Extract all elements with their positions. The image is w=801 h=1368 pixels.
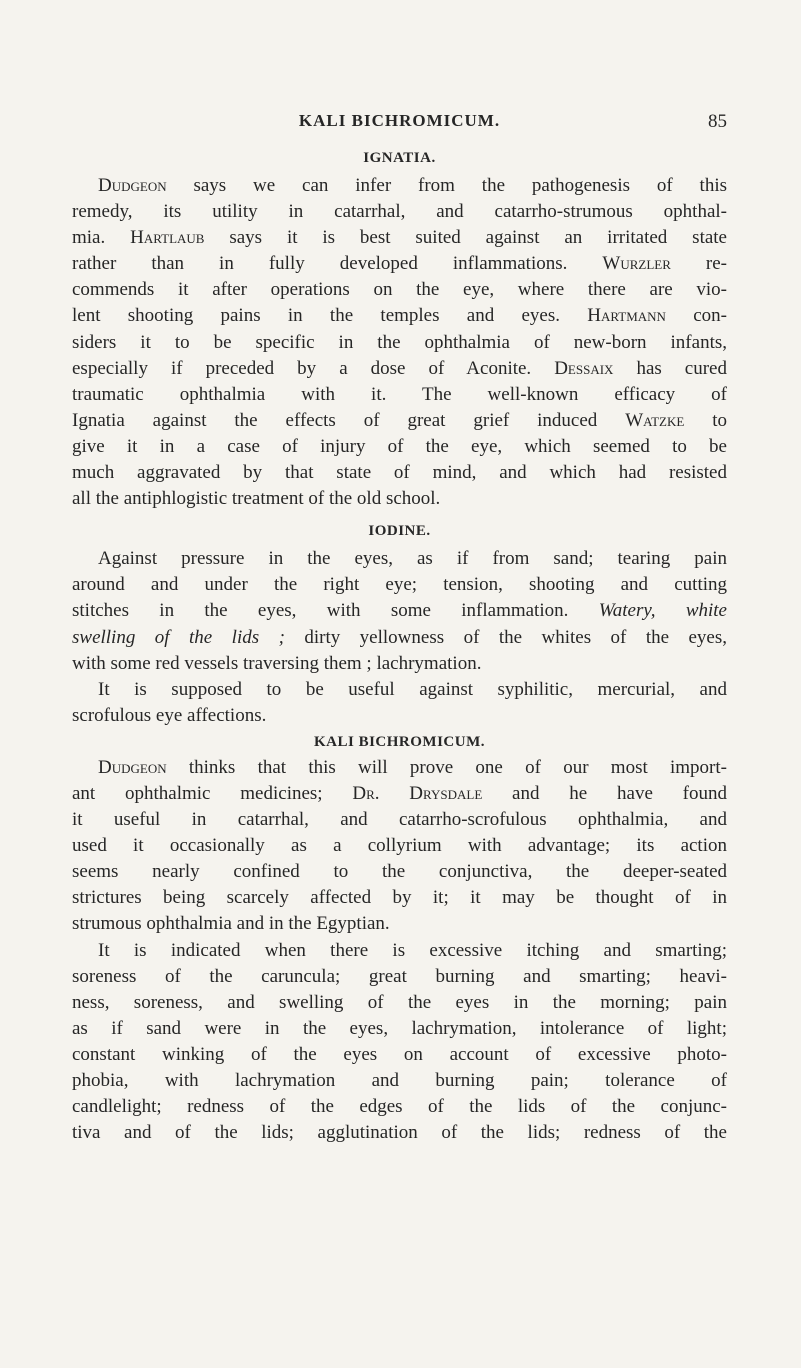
section-heading-ignatia: IGNATIA. [363,150,436,166]
text-line: stitches in the eyes, with some inflammation. Watery, white [72,600,727,622]
author-name: Dessaix [554,357,614,379]
text-line: Dudgeon says we can infer from the pathogenesis of this [98,175,727,196]
text-line: Against pressure in the eyes, as if from sand; tearing pain [98,548,727,570]
text-line: especially if preceded by a dose of Aconite. Dessaix has cured [72,357,727,379]
text-line: used it occasionally as a collyrium with advantage; its action [72,835,727,857]
text-line: as if sand were in the eyes, lachrymation, intolerance of light; [72,1017,727,1039]
text-line: much aggravated by that state of mind, and which had resisted [72,462,727,484]
text-line: rather than in fully developed inflammations. Wurzler re- [72,253,727,275]
running-head [72,111,727,135]
text-line: with some red vessels traversing them ; lachrymation. [72,652,482,674]
paragraph-ignatia [72,173,727,512]
text-line: traumatic ophthalmia with it. The well-known efficacy of [72,383,727,405]
italic-symptom: Watery, white [598,600,727,622]
author-name: Hartmann [587,305,666,327]
text-line: scrofulous eye affections. [72,704,267,726]
running-title: KALI BICHROMICUM. [298,111,501,130]
text-line: it useful in catarrhal, and catarrho-scrofulous ophthalmia, and [72,809,727,831]
text-line: swelling of the lids ; dirty yellowness of the whites of the eyes, [72,626,728,648]
text-line: ant ophthalmic medicines; Dr. Drysdale and he have found [72,782,727,804]
author-name: Hartlaub [130,227,205,249]
text-line: give it in a case of injury of the eye, which seemed to be [72,435,727,457]
text-line: It is indicated when there is excessive itching and smarting; [98,939,727,961]
text-line: Dudgeon thinks that this will prove one of our most import- [98,756,727,778]
text-line: Ignatia against the effects of great grief induced Watzke to [72,409,728,431]
text-line: commends it after operations on the eye, where there are vio- [72,279,727,301]
author-name: Dudgeon [98,756,167,778]
text-line: soreness of the caruncula; great burning and smarting; heavi- [72,965,727,987]
section-heading-kali-bichromicum: KALI BICHROMICUM. [313,733,485,750]
text-line: tiva and of the lids; agglutination of the lids; redness of the [72,1122,727,1144]
text-line: all the antiphlogistic treatment of the old school. [72,488,441,510]
body-text [72,143,727,1146]
text-line: siders it to be specific in the ophthalmia of new-born infants, [72,331,727,353]
text-line: strictures being scarcely affected by it; it may be thought of in [72,887,727,909]
text-line: seems nearly confined to the conjunctiva, the deeper-seated [72,861,727,883]
paragraph-iodine [72,546,727,729]
text-line: strumous ophthalmia and in the Egyptian. [72,913,390,935]
text-line: phobia, with lachrymation and burning pain; tolerance of [72,1070,727,1091]
text-line: lent shooting pains in the temples and eyes. Hartmann con- [72,305,727,327]
paragraph-kali-bichromicum [72,755,727,1146]
text-line: constant winking of the eyes on account of excessive photo- [72,1043,727,1065]
page-number: 85 [708,111,727,132]
text-line: It is supposed to be useful against syphilitic, mercurial, and [98,678,727,700]
author-name: Watzke [625,409,685,431]
section-heading-iodine: IODINE. [368,523,431,540]
text-line: remedy, its utility in catarrhal, and catarrho-strumous ophthal- [72,201,727,223]
author-name: Dudgeon [98,175,167,196]
author-name: Wurzler [602,253,671,275]
text-line: mia. Hartlaub says it is best suited against an irritated state [72,227,727,249]
text-line: around and under the right eye; tension, shooting and cutting [72,574,727,596]
italic-symptom: swelling of the lids ; [72,626,285,648]
text-line: candlelight; redness of the edges of the lids of the conjunc- [72,1096,727,1118]
author-name: Dr. Drysdale [352,782,483,804]
text-line: ness, soreness, and swelling of the eyes in the morning; pain [72,991,727,1013]
